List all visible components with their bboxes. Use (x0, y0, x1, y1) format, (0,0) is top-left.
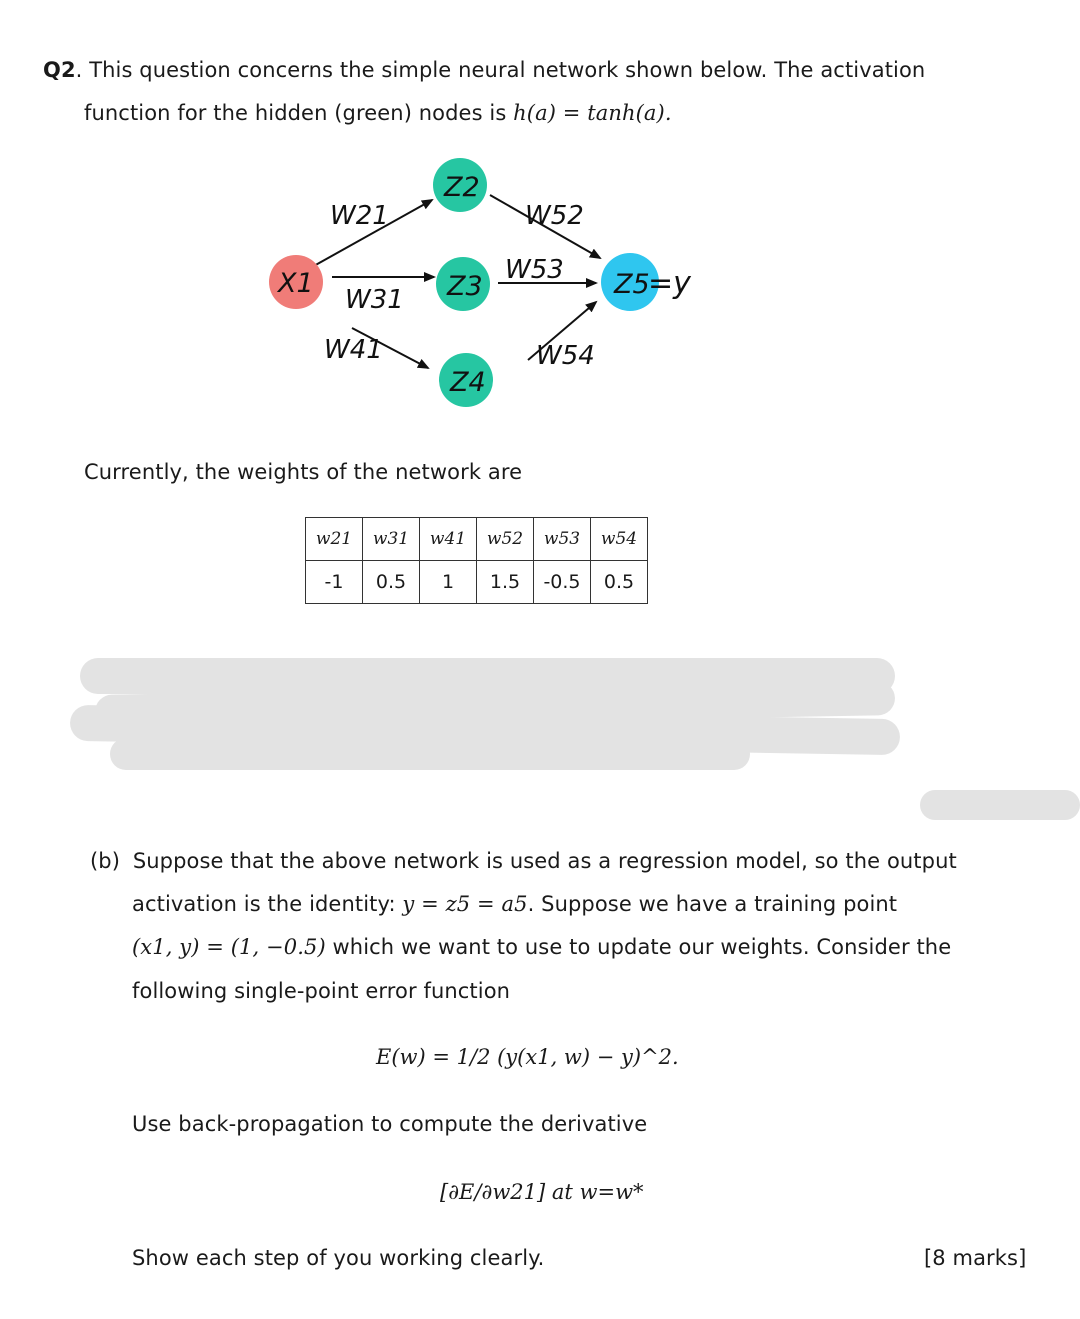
part-b-text-2-post: . Suppose we have a training point (527, 892, 898, 916)
part-b-text-3-post: which we want to use to update our weights. Consider the (325, 935, 952, 959)
edge-label-w52: W52 (525, 201, 584, 231)
weight-header: w53 (534, 518, 591, 561)
weight-header: w52 (477, 518, 534, 561)
weights-value-row (306, 561, 648, 604)
question-intro-line1: . This question concerns the simple neural network shown below. The activation (75, 58, 926, 82)
part-b-line-1 (90, 849, 957, 873)
output-y-label: =y (648, 266, 691, 301)
edge-label-w31: W31 (345, 285, 404, 315)
part-b-line-4: following single-point error function (132, 979, 511, 1003)
edge-label-w54: W54 (536, 341, 595, 371)
edge-label-w41: W41 (324, 335, 383, 365)
weight-value: 0.5 (363, 561, 420, 604)
redaction-band-5 (920, 790, 1080, 820)
edge-label-w53: W53 (505, 255, 564, 285)
question-line-1 (43, 58, 925, 82)
weight-header: w21 (306, 518, 363, 561)
part-b-text-2-pre: activation is the identity: (132, 892, 403, 916)
show-work-instruction: Show each step of you working clearly. (132, 1246, 545, 1270)
weight-value: -1 (306, 561, 363, 604)
activation-formula: h(a) = tanh(a). (513, 101, 672, 125)
weights-header-row (306, 518, 648, 561)
weight-value: 1.5 (477, 561, 534, 604)
part-b-text-1: Suppose that the above network is used as a regression model, so the output (132, 849, 957, 873)
neural-network-diagram (0, 140, 1080, 560)
part-b-label: (b) (90, 849, 121, 873)
question-number: Q2 (43, 58, 76, 82)
part-b-line-2 (132, 892, 897, 916)
weight-value: -0.5 (534, 561, 591, 604)
weight-header: w31 (363, 518, 420, 561)
derivative-expression: [∂E/∂w21] at w=w* (440, 1180, 644, 1204)
part-b-line-3 (132, 935, 951, 959)
weights-intro: Currently, the weights of the network are (84, 460, 523, 484)
question-line-2 (84, 101, 672, 125)
weight-header: w41 (420, 518, 477, 561)
error-function-equation: E(w) = 1/2 (y(x1, w) − y)^2. (376, 1045, 679, 1069)
question-intro-line2: function for the hidden (green) nodes is (84, 101, 514, 125)
node-z3-label: Z3 (447, 271, 483, 302)
redaction-band-4 (110, 738, 750, 770)
weights-table (305, 517, 648, 604)
weight-header: w54 (591, 518, 648, 561)
node-z5-label: Z5 (614, 269, 650, 300)
weight-value: 1 (420, 561, 477, 604)
backprop-instruction: Use back-propagation to compute the derivative (132, 1112, 648, 1136)
node-z4-label: Z4 (450, 367, 486, 398)
training-point-formula: (x1, y) = (1, −0.5) (132, 935, 326, 959)
edge-label-w21: W21 (330, 201, 389, 231)
marks-label: [8 marks] (924, 1246, 1027, 1270)
node-x1-label: X1 (278, 268, 314, 299)
weight-value: 0.5 (591, 561, 648, 604)
node-z2-label: Z2 (444, 172, 480, 203)
identity-formula: y = z5 = a5 (402, 892, 528, 916)
